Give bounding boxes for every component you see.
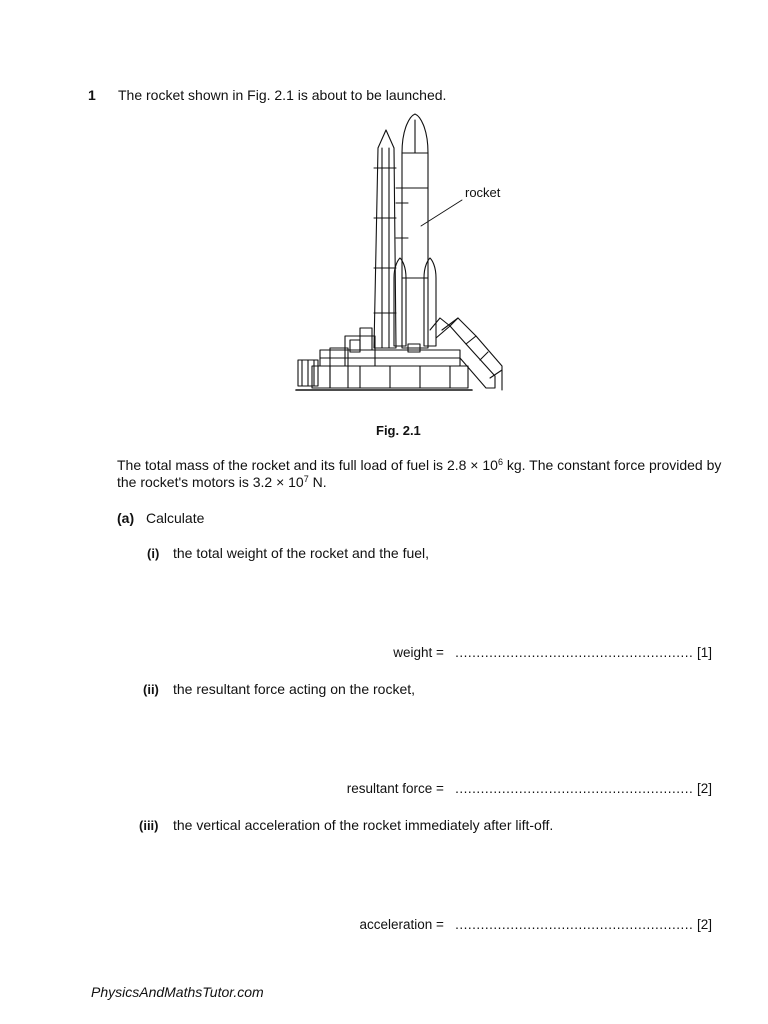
answer-label: weight = [393, 645, 444, 660]
part-a-text: Calculate [146, 510, 205, 526]
answer-dots: ........................................................ [455, 645, 694, 660]
paragraph-text-2: kg. The constant force provided by the rocket's motors is 3.2 × 10 [117, 457, 722, 490]
question-intro: The rocket shown in Fig. 2.1 is about to be launched. [118, 87, 447, 103]
answer-line-resultant-force[interactable] [347, 781, 712, 796]
answer-line-acceleration[interactable] [359, 917, 712, 932]
right-booster [424, 258, 436, 346]
given-data-paragraph [117, 457, 727, 491]
marks: [1] [696, 645, 712, 660]
force-exponent: 7 [303, 474, 309, 484]
mass-exponent: 6 [497, 457, 503, 467]
subpart-ii-text: the resultant force acting on the rocket, [173, 681, 416, 697]
subpart-ii-label: (ii) [143, 682, 159, 697]
paragraph-text-1: The total mass of the rocket and its full load of fuel is 2.8 × 10 [117, 457, 498, 473]
answer-dots: ........................................................ [455, 917, 694, 932]
answer-label: acceleration = [359, 917, 444, 932]
answer-label: resultant force = [346, 781, 444, 796]
answer-dots: ........................................................ [455, 781, 694, 796]
rocket-figure [290, 108, 520, 398]
subpart-i-label: (i) [147, 546, 160, 561]
subpart-iii-label: (iii) [139, 818, 159, 833]
figure-caption: Fig. 2.1 [376, 423, 421, 438]
answer-line-weight[interactable] [393, 645, 712, 660]
footer-site-name: PhysicsAndMathsTutor.com [91, 984, 264, 1000]
question-number: 1 [88, 87, 96, 103]
subpart-iii-text: the vertical acceleration of the rocket immediately after lift-off. [173, 817, 554, 833]
paragraph-text-3: N. [308, 474, 327, 490]
rocket-callout-label: rocket [465, 185, 501, 200]
marks: [2] [696, 917, 712, 932]
subpart-i-text: the total weight of the rocket and the fuel, [173, 545, 430, 561]
launch-tower [374, 130, 396, 348]
marks: [2] [696, 781, 712, 796]
part-a-label: (a) [117, 510, 135, 526]
